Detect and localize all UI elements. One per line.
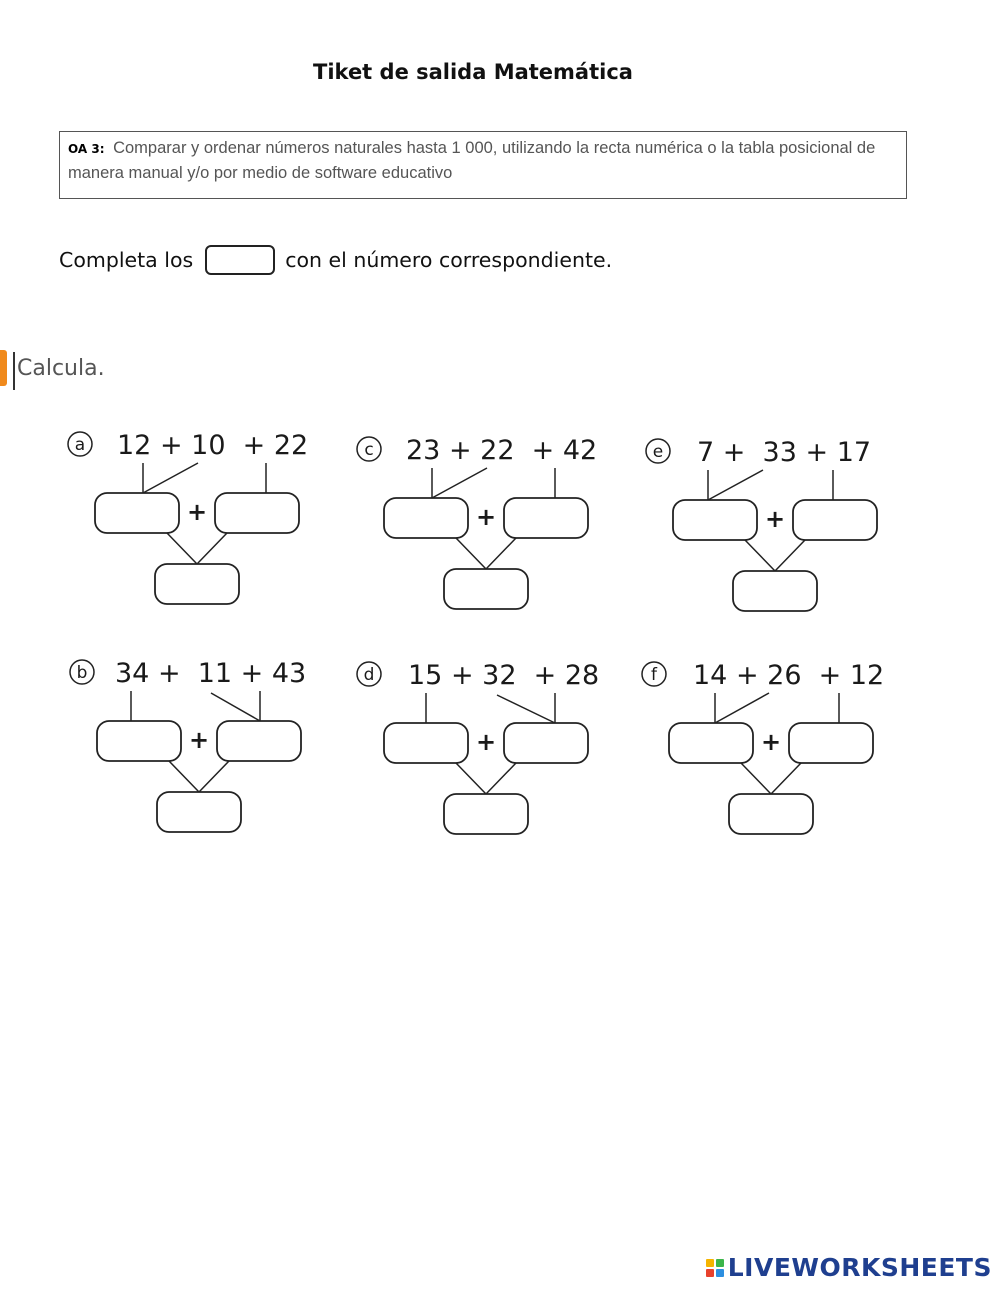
- brand-name: LIVEWORKSHEETS: [727, 1253, 992, 1282]
- logo-square-green: [716, 1259, 724, 1267]
- learning-objective-box: [59, 131, 907, 199]
- merge-line-left: [169, 761, 199, 792]
- problem-expression: 15 + 32 + 28: [408, 660, 600, 691]
- answer-box-left[interactable]: [669, 723, 753, 763]
- section-heading: Calcula.: [17, 356, 105, 381]
- operator-plus: +: [475, 728, 497, 756]
- merge-line-right: [199, 761, 229, 792]
- objective-text: Comparar y ordenar números naturales hasta 1 000, utilizando la recta numérica o la tabla posicional de manera manual y/o por medio de software educativo: [68, 139, 876, 182]
- problem-letter: d: [363, 665, 375, 685]
- merge-line-right: [486, 538, 516, 569]
- answer-box-left[interactable]: [384, 498, 468, 538]
- connector-left-b: [708, 470, 763, 500]
- answer-box-left[interactable]: [384, 723, 468, 763]
- connector-right-b: [497, 695, 555, 723]
- liveworksheets-logo-icon: [706, 1259, 724, 1277]
- problem-e: [645, 432, 905, 622]
- answer-box-right[interactable]: [215, 493, 299, 533]
- merge-line-left: [745, 540, 775, 571]
- problem-expression: 14 + 26 + 12: [693, 660, 885, 691]
- connector-left-b: [432, 468, 487, 498]
- problem-letter: e: [652, 442, 664, 462]
- answer-box-total[interactable]: [444, 569, 528, 609]
- problem-f: [641, 655, 901, 845]
- logo-square-red: [706, 1269, 714, 1277]
- answer-box-left[interactable]: [673, 500, 757, 540]
- merge-line-right: [775, 540, 805, 571]
- answer-box-right[interactable]: [793, 500, 877, 540]
- operator-plus: +: [186, 498, 208, 526]
- merge-line-right: [771, 763, 801, 794]
- section-accent-bar: [0, 350, 7, 386]
- answer-box-left[interactable]: [97, 721, 181, 761]
- connector-left-b: [715, 693, 769, 723]
- answer-box-total[interactable]: [733, 571, 817, 611]
- problem-d: [356, 655, 616, 845]
- merge-line-left: [167, 533, 197, 564]
- answer-box-right[interactable]: [504, 498, 588, 538]
- instruction: [59, 242, 612, 278]
- problem-expression: 12 + 10 + 22: [117, 430, 309, 461]
- merge-line-right: [197, 533, 227, 564]
- merge-line-left: [456, 538, 486, 569]
- answer-box-total[interactable]: [155, 564, 239, 604]
- problem-c: [356, 430, 616, 620]
- merge-line-right: [486, 763, 516, 794]
- problem-letter: c: [364, 440, 374, 460]
- connector-left-b: [143, 463, 198, 493]
- answer-box-total[interactable]: [444, 794, 528, 834]
- connector-right-b: [211, 693, 260, 721]
- operator-plus: +: [764, 505, 786, 533]
- answer-box-right[interactable]: [504, 723, 588, 763]
- operator-plus: +: [475, 503, 497, 531]
- problem-letter: a: [74, 435, 86, 455]
- logo-square-blue: [716, 1269, 724, 1277]
- logo-square-yellow: [706, 1259, 714, 1267]
- objective-label: OA 3:: [68, 142, 105, 156]
- problem-a: [67, 425, 327, 615]
- instruction-text-start: Completa los: [59, 248, 194, 272]
- problem-expression: 23 + 22 + 42: [406, 435, 598, 466]
- problem-letter: f: [651, 665, 657, 685]
- operator-plus: +: [760, 728, 782, 756]
- answer-box-right[interactable]: [217, 721, 301, 761]
- answer-box-total[interactable]: [157, 792, 241, 832]
- problem-letter: b: [76, 663, 88, 683]
- problem-expression: 7 + 33 + 17: [697, 437, 872, 468]
- text-cursor: [13, 352, 15, 390]
- merge-line-left: [741, 763, 771, 794]
- merge-line-left: [456, 763, 486, 794]
- problem-expression: 34 + 11 + 43: [115, 658, 307, 689]
- operator-plus: +: [188, 726, 210, 754]
- instruction-text-end: con el número correspondiente.: [285, 248, 613, 272]
- answer-box-left[interactable]: [95, 493, 179, 533]
- liveworksheets-brand[interactable]: [706, 1253, 992, 1282]
- page-title: Tiket de salida Matemática: [313, 60, 633, 84]
- answer-box-total[interactable]: [729, 794, 813, 834]
- sample-answer-box: [205, 245, 275, 275]
- problem-b: [69, 653, 329, 843]
- answer-box-right[interactable]: [789, 723, 873, 763]
